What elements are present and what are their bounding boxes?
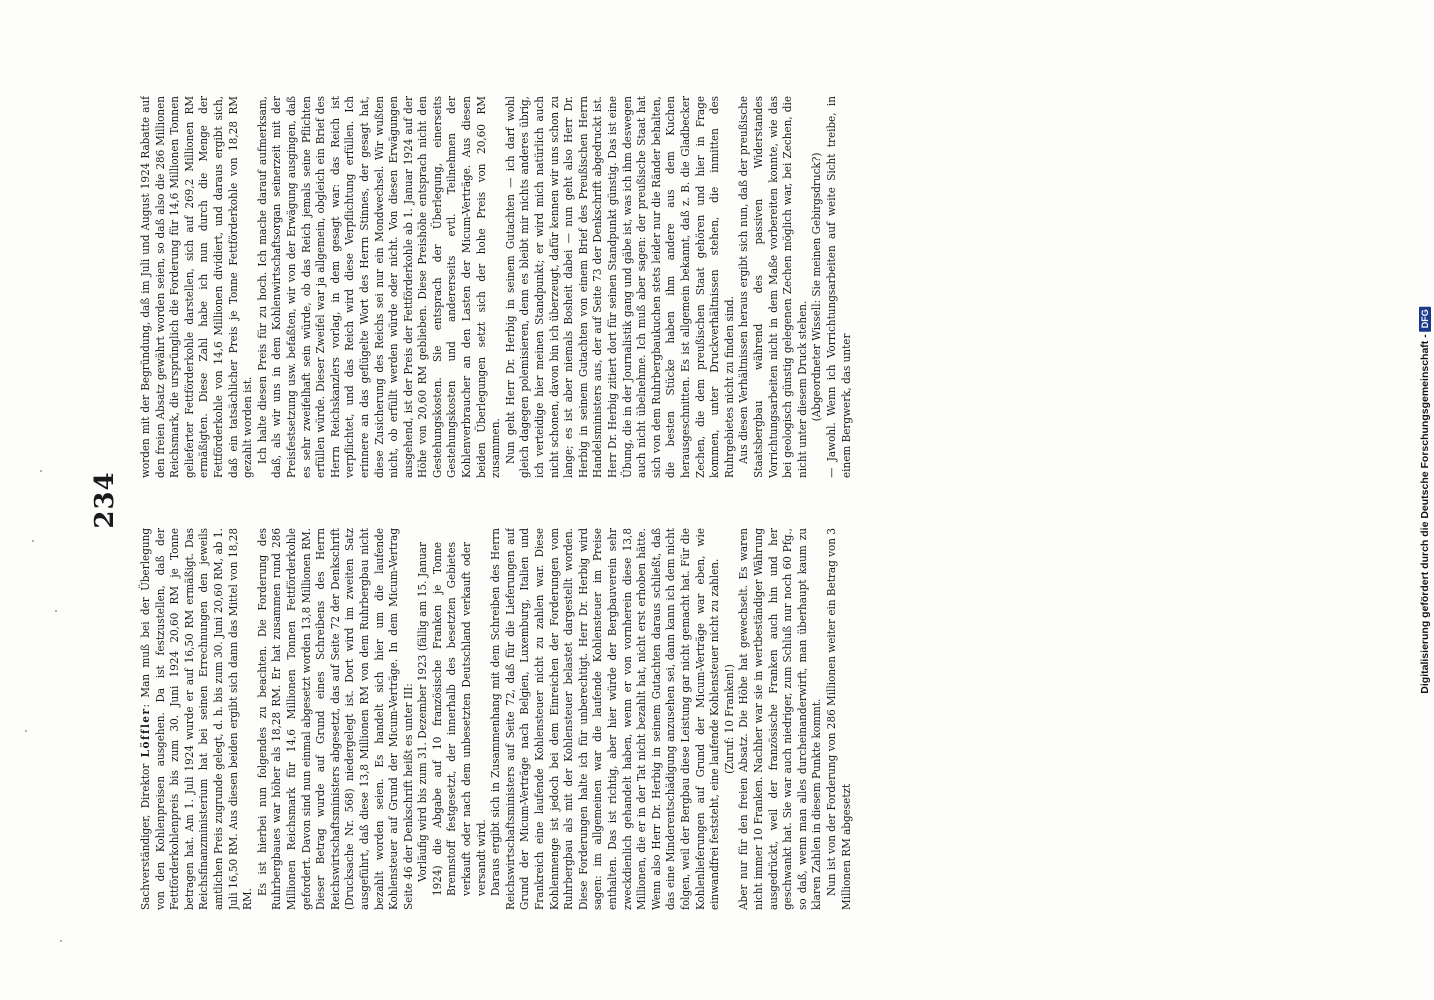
dfg-credit-line (1419, 306, 1431, 693)
scan-speck (60, 940, 62, 942)
left-column (138, 528, 1288, 910)
speech-paragraph (138, 528, 255, 910)
scan-speck (25, 730, 27, 732)
body-paragraph: Daraus ergibt sich in Zusammenhang mit dem Schreiben des Herrn Reichswirtschaftsministers auf Seite 72, daß für die Lieferungen auf Grund der Micum-Verträge nach Belgien, Luxemburg, Italien und Frankreich eine laufende Kohlensteuer nicht zu zahlen war. Diese Kohlenmenge ist jedoch bei dem Einreichen der Forderungen vom Ruhrbergbau als mit der Kohlensteuer belastet dargestellt worden. Diese Forderungen halte ich für unberechtigt. Herr Dr. Herbig wird sagen: im allgemeinen war die laufende Kohlensteuer im Preise enthalten. Das ist richtig, aber hier würde der Bergbauverein sehr zweckdienlich gehandelt haben, wenn er von vornherein diese 13,8 Millionen, die er in der Tat nicht bezahlt hat, nicht erst erhoben hätte. Wenn also Herr Dr. Herbig in seinem Gutachten daraus schließt, daß das eine Minderentschädigung anzusehen sei, dann kann ich dem nicht folgen, weil der Bergbau diese Leistung gar nicht gemacht hat. Für die Kohlenlieferungen auf Grund der Micum-Verträge war eben, wie einwandfrei feststeht, eine laufende Kohlensteuer nicht zu zahlen. (488, 528, 722, 910)
body-paragraph: worden mit der Begründung, daß im Juli und August 1924 Rabatte auf den freien Absatz gewährt worden seien, so daß also die 286 Millionen Reichsmark, die ursprünglich die Forderung für 14,6 Millionen Tonnen gelieferter Fettförderkohle darstellen, sich auf 269,2 Millionen RM ermäßigten. Diese Zahl habe ich nun durch die Menge der Fettförderkohle von 14,6 Millionen dividiert, und daraus ergibt sich, daß ein tatsächlicher Preis je Tonne Fettförderkohle von 18,28 RM gezahlt worden ist. (138, 96, 255, 478)
body-paragraph: Es ist hierbei nun folgendes zu beachten. Die Forderung des Ruhrbergbaues war höher als 18,28 RM. Er hat zusammen rund 286 Millionen Reichsmark für 14,6 Millionen Tonnen Fettförderkohle gefordert. Davon sind nun einmal abgesetzt worden 13,8 Millionen RM. Dieser Betrag wurde auf Grund eines Schreibens des Herrn Reichswirtschaftsministers abgesetzt, das auf Seite 72 der Denkschrift (Drucksache Nr. 568) niedergelegt ist. Dort wird im zweiten Satz ausgeführt, daß diese 13,8 Millionen RM von dem Ruhrbergbau nicht bezahlt worden seien. Es handelt sich hier um die laufende Kohlensteuer auf Grund der Micum-Verträge. In dem Micum-Vertrag Seite 46 der Denkschrift heißt es unter III: (254, 528, 415, 910)
speaker-name: Löffler (138, 707, 152, 758)
interjection: (Abgeordneter Wissell: Sie meinen Gebirgsdruck?) (809, 152, 824, 422)
body-paragraph: Aus diesen Verhältnissen heraus ergibt sich nun, daß der preußische Staatsbergbau während des passiven Widerstandes Vorrichtungsarbeiten nicht in dem Maße vorbereiten konnte, wie das bei geologisch günstig gelegenen Zechen möglich war, bei Zechen, die nicht unter diesem Druck stehen. (736, 96, 809, 478)
right-column (138, 96, 1288, 478)
dfg-credit-text: Digitalisierung gefördert durch die Deutsche Forschungsgemeinschaft - (1419, 334, 1431, 694)
page-number: 234 (90, 471, 120, 529)
rotated-page-content (90, 90, 1300, 910)
scan-speck (40, 470, 42, 472)
scan-speck (55, 610, 57, 612)
body-paragraph: — Jawohl. Wenn ich Vorrichtungsarbeiten auf weite Sicht treibe, in einem Bergwerk, das unter (823, 96, 853, 478)
body-paragraph: Ich halte diesen Preis für zu hoch. Ich mache darauf aufmerksam, daß, als wir uns in dem Kohlenwirtschaftsorgan seinerzeit mit der Preisfestsetzung usw. befaßten, wir von der Erwägung ausgingen, daß es sehr zweifelhaft sein würde, ob das Reich jemals seine Pflichten erfüllen würde. Dieser Zweifel war ja allgemein, obgleich ein Brief des Herrn Reichskanzlers vorlag, in dem gesagt war: das Reich ist verpflichtet, und das Reich wird diese Verpflichtung erfüllen. Ich erinnere an das geflügelte Wort des Herrn Stinnes, der gesagt hat, diese Zusicherung des Reichs sei nur ein Mondwechsel. Wir wußten nicht, ob erfüllt werden würde oder nicht. Von diesen Erwägungen ausgehend, ist der Preis der Fettförderkohle ab 1. Januar 1924 auf der Höhe von 20,60 RM geblieben. Diese Preishöhe entsprach nicht den Gestehungskosten. Sie entsprach der Überlegung, einerseits Gestehungskosten und andererseits evtl. Teilnehmen der Kohlenverbraucher an den Lasten der Micum-Verträge. Aus diesen beiden Überlegungen setzt sich der hohe Preis von 20,60 RM zusammen. (254, 96, 503, 478)
quoted-paragraph: Vorläufig wird bis zum 31. Dezember 1923 (fällig am 15. Januar 1924) die Abgabe auf 10 französische Franken je Tonne Brennstoff festgesetzt, der innerhalb des besetzten Gebietes verkauft oder nach dem unbesetzten Deutschland verkauft oder versandt wird. (415, 542, 488, 896)
body-paragraph: Nun ist von der Forderung von 286 Millionen weiter ein Betrag von 3 Millionen RM abgesetzt (823, 528, 853, 910)
interjection: (Zuruf: 10 Franken!) (721, 664, 736, 774)
body-paragraph: Nun geht Herr Dr. Herbig in seinem Gutachten — ich darf wohl gleich dagegen polemisieren, denn es bleibt mir nichts anderes übrig, ich verteidige hier meinen Standpunkt; er wird mich natürlich auch nicht schonen, davon bin ich überzeugt, dafür kennen wir uns schon zu lange; es ist aber niemals Bosheit dabei — nun geht also Herr Dr. Herbig in seinem Gutachten von einem Brief des Preußischen Herrn Handelsministers aus, der auf Seite 73 der Denkschrift abgedruckt ist. Herr Dr. Herbig zitiert dort für seinen Standpunkt günstig. Das ist eine Übung, die in der Journalistik gang und gäbe ist, was ich ihm deswegen auch nicht übelnehme. Ich muß aber sagen: der preußische Staat hat sich von dem Ruhrbergbaukuchen stets leider nur die Ränder behalten, die besten Stücke haben ihm andere aus dem Kuchen herausgeschnitten. Es ist allgemein bekannt, daß z. B. die Gladbecker Zechen, die dem preußischen Staat gehören und hier in Frage kommen, unter Druckverhältnissen stehen, die inmitten des Ruhrgebietes nicht zu finden sind. (502, 96, 736, 478)
scan-speck (32, 540, 34, 542)
dfg-logo: DFG (1419, 306, 1431, 331)
body-paragraph: Aber nur für den freien Absatz. Die Höhe hat gewechselt. Es waren nicht immer 10 Franken. Nachher war sie in wertbeständiger Währung ausgedrückt, weil der französische Franken auch hin und her geschwankt hat. Sie war auch niedriger, zum Schluß nur noch 60 Pfg., so daß, wenn man alles durcheinanderwirft, man überhaupt kaum zu klaren Zahlen in diesem Punkte kommt. (736, 528, 824, 910)
speaker-role: Sachverständiger, Direktor (138, 757, 152, 910)
speech-text: : Man muß bei der Überlegung von den Kohlenpreisen ausgehen. Da ist festzustellen, daß der Fettförderkohlenpreis bis zum 30. Juni 1924 20,60 RM je Tonne betragen hat. Am 1. Juli 1924 wurde er auf 16,50 RM ermäßigt. Das Reichsfinanzministerium hat bei seinen Errechnungen den jeweils amtlichen Preis zugrunde gelegt, d. h. bis zum 30. Juni 20,60 RM, ab 1. Juli 16,50 RM. Aus diesen beiden ergibt sich dann das Mittel von 18,28 RM. (138, 528, 255, 910)
